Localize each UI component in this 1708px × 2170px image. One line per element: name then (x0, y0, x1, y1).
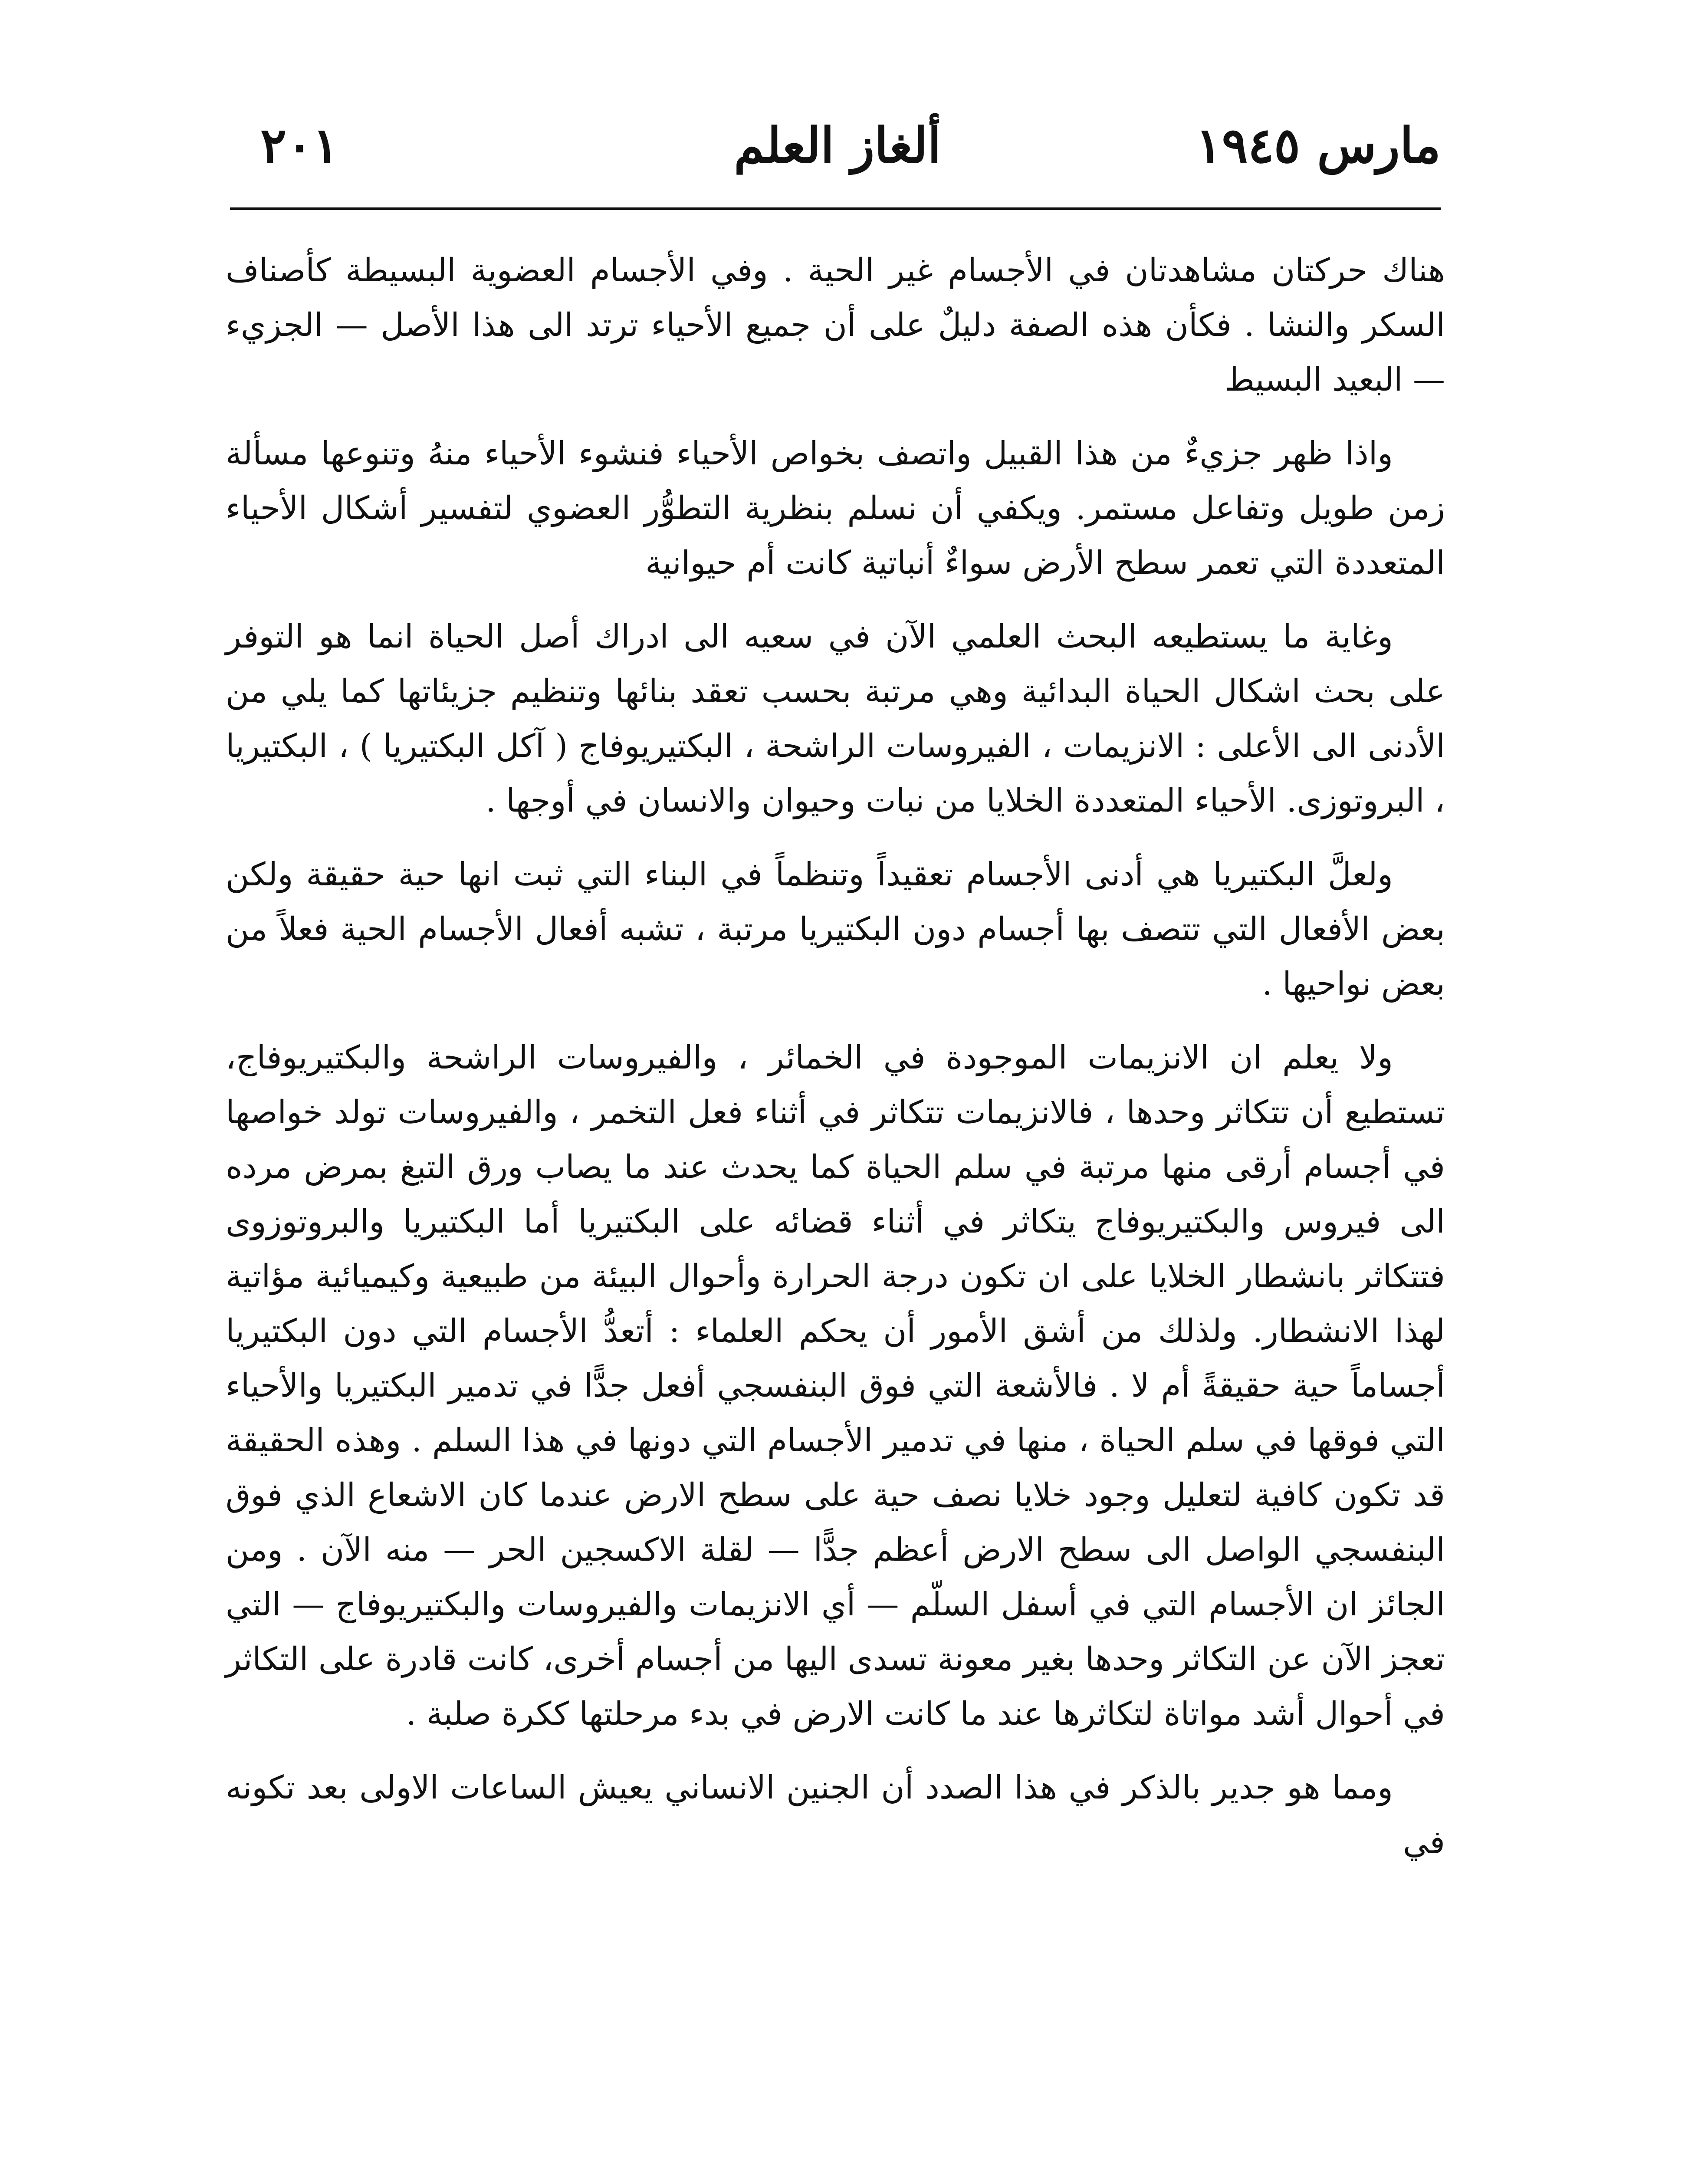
paragraph: ولعلَّ البكتيريا هي أدنى الأجسام تعقيداً وتنظماً في البناء التي ثبت انها حية حقيقة ولكن بعض الأفعال التي تتصف بها أجسام دون البكتيريا مرتبة ، تشبه أفعال الأجسام الحية فعلاً من بعض نواحيها . (226, 856, 1445, 1003)
paragraph: هناك حركتان مشاهدتان في الأجسام غير الحية . وفي الأجسام العضوية البسيطة كأصناف السكر والنشا . فكأن هذه الصفة دليلٌ على أن جميع الأحياء ترتد الى هذا الأصل — الجزيء — البعيد البسيط (226, 252, 1445, 398)
article-body (226, 243, 1445, 1889)
page-number: ٢٠١ (260, 117, 339, 174)
paragraph: وغاية ما يستطيعه البحث العلمي الآن في سعيه الى ادراك أصل الحياة انما هو التوفر على بحث اشكال الحياة البدائية وهي مرتبة بحسب تعقد بنائها وتنظيم جزيئاتها كما يلي من الأدنى الى الأعلى : الانزيمات ، الفيروسات الراشحة ، البكتيريوفاج ( آكل البكتيريا ) ، البكتيريا ، البروتوزى. الأحياء المتعددة الخلايا من نبات وحيوان والانسان في أوجها . (226, 618, 1445, 819)
paragraph: ومما هو جدير بالذكر في هذا الصدد أن الجنين الانساني يعيش الساعات الاولى بعد تكونه في (226, 1769, 1445, 1861)
paragraph: واذا ظهر جزيءٌ من هذا القبيل واتصف بخواص الأحياء فنشوء الأحياء منهُ وتنوعها مسألة زمن طويل وتفاعل مستمر. ويكفي أن نسلم بنظرية التطوُّر العضوي لتفسير أشكال الأحياء المتعددة التي تعمر سطح الأرض سواءٌ أنباتية كانت أم حيوانية (226, 435, 1445, 582)
issue-date: مارس ١٩٤٥ (1196, 117, 1441, 174)
section-title: ألغاز العلم (734, 117, 941, 174)
running-header (234, 108, 1441, 195)
header-rule (230, 207, 1441, 210)
paragraph: ولا يعلم ان الانزيمات الموجودة في الخمائر ، والفيروسات الراشحة والبكتيريوفاج، تستطيع أن تتكاثر وحدها ، فالانزيمات تتكاثر في أثناء فعل التخمر ، والفيروسات تولد خواصها في أجسام أرقى منها مرتبة في سلم الحياة كما يحدث عند ما يصاب ورق التبغ بمرض مرده الى فيروس والبكتيريوفاج يتكاثر في أثناء قضائه على البكتيريا أما البكتيريا والبروتوزوى فتتكاثر بانشطار الخلايا على ان تكون درجة الحرارة وأحوال البيئة من طبيعية وكيميائية مؤاتية لهذا الانشطار. ولذلك من أشق الأمور أن يحكم العلماء : أتعدُّ الأجسام التي دون البكتيريا أجساماً حية حقيقةً أم لا . فالأشعة التي فوق البنفسجي أفعل جدًّا في تدمير البكتيريا والأحياء التي فوقها في سلم الحياة ، منها في تدمير الأجسام التي دونها في هذا السلم . وهذه الحقيقة قد تكون كافية لتعليل وجود خلايا نصف حية على سطح الارض عندما كان الاشعاع الذي فوق البنفسجي الواصل الى سطح الارض أعظم جدًّا — لقلة الاكسجين الحر — منه الآن . ومن الجائز ان الأجسام التي في أسفل السلّم — أي الانزيمات والفيروسات والبكتيريوفاج — التي تعجز الآن عن التكاثر وحدها بغير معونة تسدى اليها من أجسام أخرى، كانت قادرة على التكاثر في أحوال أشد مواتاة لتكاثرها عند ما كانت الارض في بدء مرحلتها ككرة صلبة . (226, 1039, 1445, 1733)
